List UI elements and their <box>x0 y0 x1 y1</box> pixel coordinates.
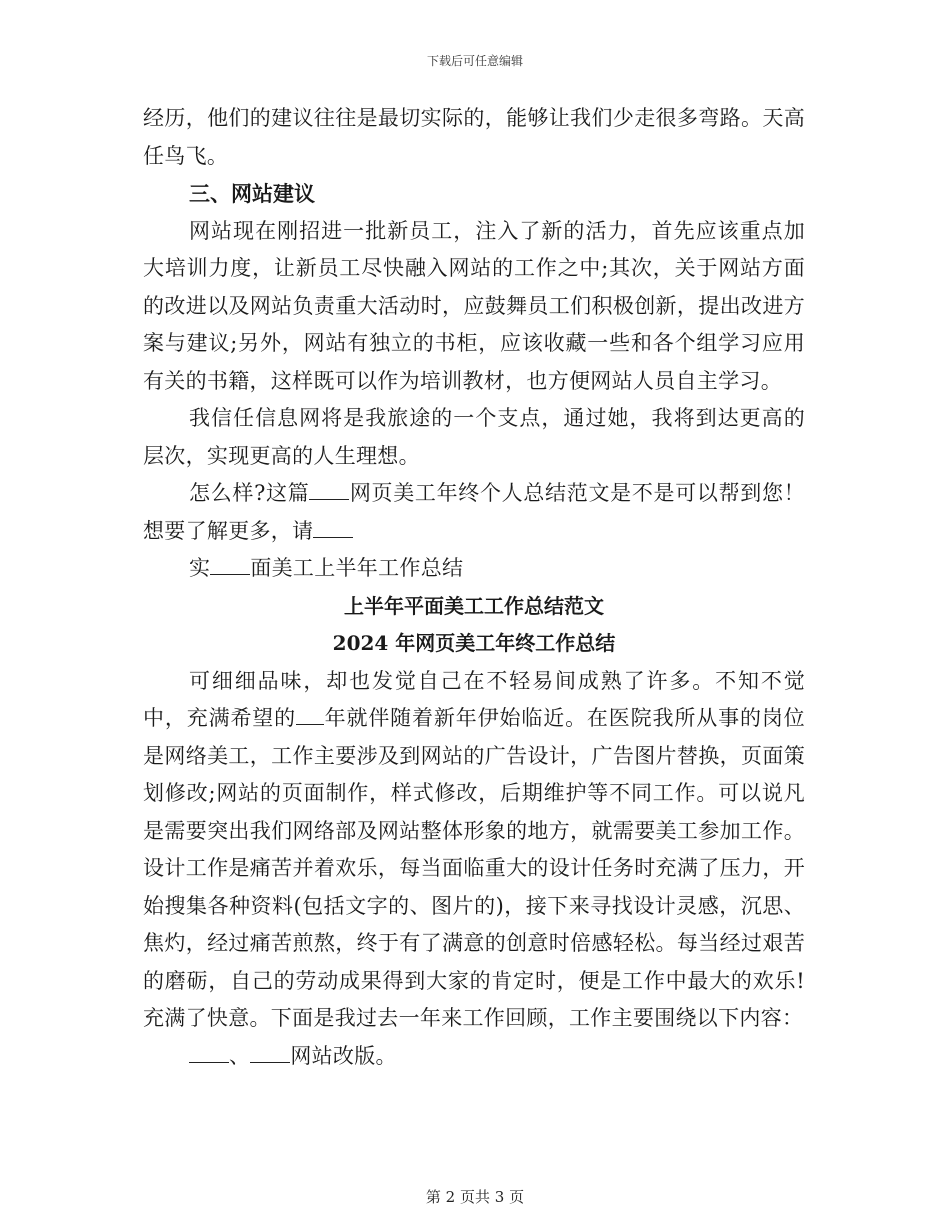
fill-blank <box>296 706 324 725</box>
document-body <box>143 100 805 1075</box>
paragraph: 我信任信息网将是我旅途的一个支点，通过她，我将到达更高的层次，实现更高的人生理想。 <box>143 406 805 468</box>
page-footer: 第 2 页共 3 页 <box>425 1188 525 1206</box>
fill-blank <box>309 481 349 500</box>
document-title: 上半年平面美工工作总结范文 <box>344 593 604 618</box>
fill-blank <box>250 1044 290 1063</box>
text-span: 、 <box>229 1043 251 1068</box>
paragraph: 网站现在刚招进一批新员工，注入了新的活力，首先应该重点加大培训力度，让新员工尽快融入网站的工作之中;其次，关于网站方面的改进以及网站负责重大活动时，应鼓舞员工们积极创新，提出改进方案与建议;另外，网站有独立的书柜，应该收藏一些和各个组学习应用有关的书籍，这样既可以作为培训教材，也方便网站人员自主学习。 <box>143 218 805 393</box>
fill-blank <box>189 1044 229 1063</box>
paragraph: 经历，他们的建议往往是最切实际的，能够让我们少走很多弯路。天高任鸟飞。 <box>143 106 805 168</box>
document-title: 2024 年网页美工年终工作总结 <box>332 631 616 655</box>
text-span: 实 <box>189 556 211 580</box>
text-span: 怎么样?这篇 <box>189 481 310 505</box>
paragraph <box>143 550 805 588</box>
text-span: 年就伴随着新年伊始临近。在医院我所从事的岗位是网络美工，工作主要涉及到网站的广告设计，广告图片替换，页面策划修改;网站的页面制作，样式修改，后期维护等不同工作。可以说凡是需要突出我们网络部及网站整体形象的地方，就需要美工参加工作。设计工作是痛苦并着欢乐，每当面临重大的设计任务时充满了压力，开始搜集各种资料(包括文字的、图片的)，接下来寻找设计灵感，沉思、焦灼，经过痛苦煎熬，终于有了满意的创意时倍感轻松。每当经过艰苦的磨砺，自己的劳动成果得到大家的肯定时，便是工作中最大的欢乐!充满了快意。下面是我过去一年来工作回顾，工作主要围绕以下内容： <box>143 706 805 1030</box>
text-span: 网站改版。 <box>290 1043 397 1068</box>
text-span: 网页美工年终个人总结范文是不是可以帮到您！想要了解更多，请 <box>143 481 805 543</box>
paragraph <box>143 663 805 1038</box>
section-heading: 三、网站建议 <box>189 181 315 206</box>
page-header: 下载后可任意编辑 <box>426 54 523 68</box>
paragraph <box>143 1038 805 1076</box>
fill-blank <box>210 556 250 575</box>
paragraph <box>143 475 805 550</box>
text-span: 可细细品味，却也发觉自己在不轻易间成熟了许多。不知不觉中，充满希望的 <box>143 668 805 730</box>
text-span: 面美工上半年工作总结 <box>250 556 464 580</box>
fill-blank <box>313 519 353 538</box>
